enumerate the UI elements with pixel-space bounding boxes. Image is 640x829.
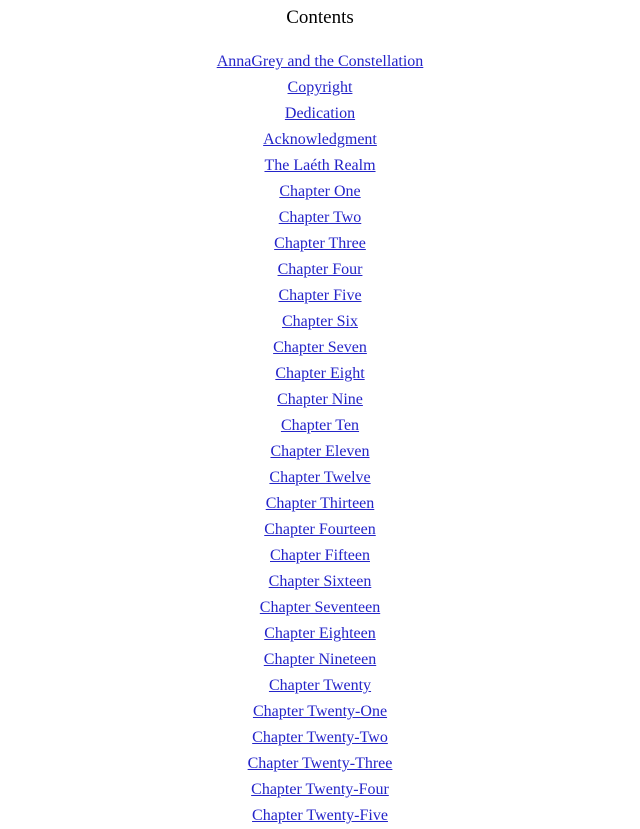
- toc-item: [0, 803, 640, 829]
- toc-item: [0, 101, 640, 127]
- toc-link[interactable]: Chapter Five: [278, 287, 362, 304]
- toc-item: [0, 387, 640, 413]
- toc-item: [0, 153, 640, 179]
- toc-link[interactable]: Chapter One: [279, 183, 361, 200]
- toc-link[interactable]: Chapter Nine: [277, 391, 363, 408]
- toc-item: [0, 725, 640, 751]
- toc-link[interactable]: Chapter Thirteen: [265, 495, 375, 512]
- toc-link[interactable]: Chapter Fourteen: [264, 521, 376, 538]
- toc-link[interactable]: Chapter Six: [282, 313, 358, 330]
- toc-item: [0, 127, 640, 153]
- toc-link[interactable]: The Laéth Realm: [264, 157, 376, 174]
- page-title: Contents: [286, 7, 354, 28]
- toc-link[interactable]: Chapter Twenty-Two: [252, 729, 388, 746]
- toc-item: [0, 205, 640, 231]
- toc-link[interactable]: Chapter Two: [278, 209, 362, 226]
- toc-link[interactable]: Chapter Four: [277, 261, 363, 278]
- toc-item: [0, 595, 640, 621]
- toc-link[interactable]: Chapter Twenty-One: [252, 703, 388, 720]
- toc-item: [0, 673, 640, 699]
- toc-item: [0, 569, 640, 595]
- toc-link[interactable]: Chapter Twelve: [269, 469, 371, 486]
- toc-link[interactable]: Chapter Ten: [280, 417, 360, 434]
- toc-link[interactable]: Acknowledgment: [263, 131, 377, 148]
- toc-item: [0, 751, 640, 777]
- toc-link[interactable]: Dedication: [284, 105, 356, 122]
- toc-item: [0, 179, 640, 205]
- toc-item: [0, 335, 640, 361]
- toc-item: [0, 361, 640, 387]
- toc-link[interactable]: Chapter Twenty-Three: [247, 755, 393, 772]
- toc-item: [0, 465, 640, 491]
- toc-link[interactable]: Chapter Twenty-Four: [251, 781, 389, 798]
- toc-item: [0, 413, 640, 439]
- toc-item: [0, 621, 640, 647]
- toc-link[interactable]: Chapter Seven: [273, 339, 367, 356]
- toc-item: [0, 257, 640, 283]
- toc-link[interactable]: Chapter Eighteen: [264, 625, 376, 642]
- toc-link[interactable]: Chapter Fifteen: [270, 547, 370, 564]
- toc-link[interactable]: Chapter Seventeen: [259, 599, 381, 616]
- toc-item: [0, 543, 640, 569]
- table-of-contents: [0, 30, 640, 829]
- toc-item: [0, 777, 640, 803]
- toc-item: [0, 699, 640, 725]
- toc-item: [0, 309, 640, 335]
- toc-link[interactable]: Chapter Eight: [275, 365, 365, 382]
- toc-link[interactable]: Chapter Twenty: [268, 677, 372, 694]
- toc-link[interactable]: Chapter Nineteen: [263, 651, 377, 668]
- toc-item: [0, 491, 640, 517]
- toc-item: [0, 283, 640, 309]
- toc-item: [0, 231, 640, 257]
- toc-link[interactable]: Chapter Twenty-Five: [252, 807, 388, 824]
- toc-item: [0, 49, 640, 75]
- toc-item: [0, 517, 640, 543]
- toc-link[interactable]: AnnaGrey and the Constellation: [216, 53, 424, 70]
- toc-item: [0, 647, 640, 673]
- toc-item: [0, 75, 640, 101]
- toc-link[interactable]: Copyright: [287, 79, 353, 96]
- toc-link[interactable]: Chapter Sixteen: [268, 573, 372, 590]
- toc-link[interactable]: Chapter Eleven: [270, 443, 370, 460]
- toc-link[interactable]: Chapter Three: [274, 235, 366, 252]
- toc-item: [0, 439, 640, 465]
